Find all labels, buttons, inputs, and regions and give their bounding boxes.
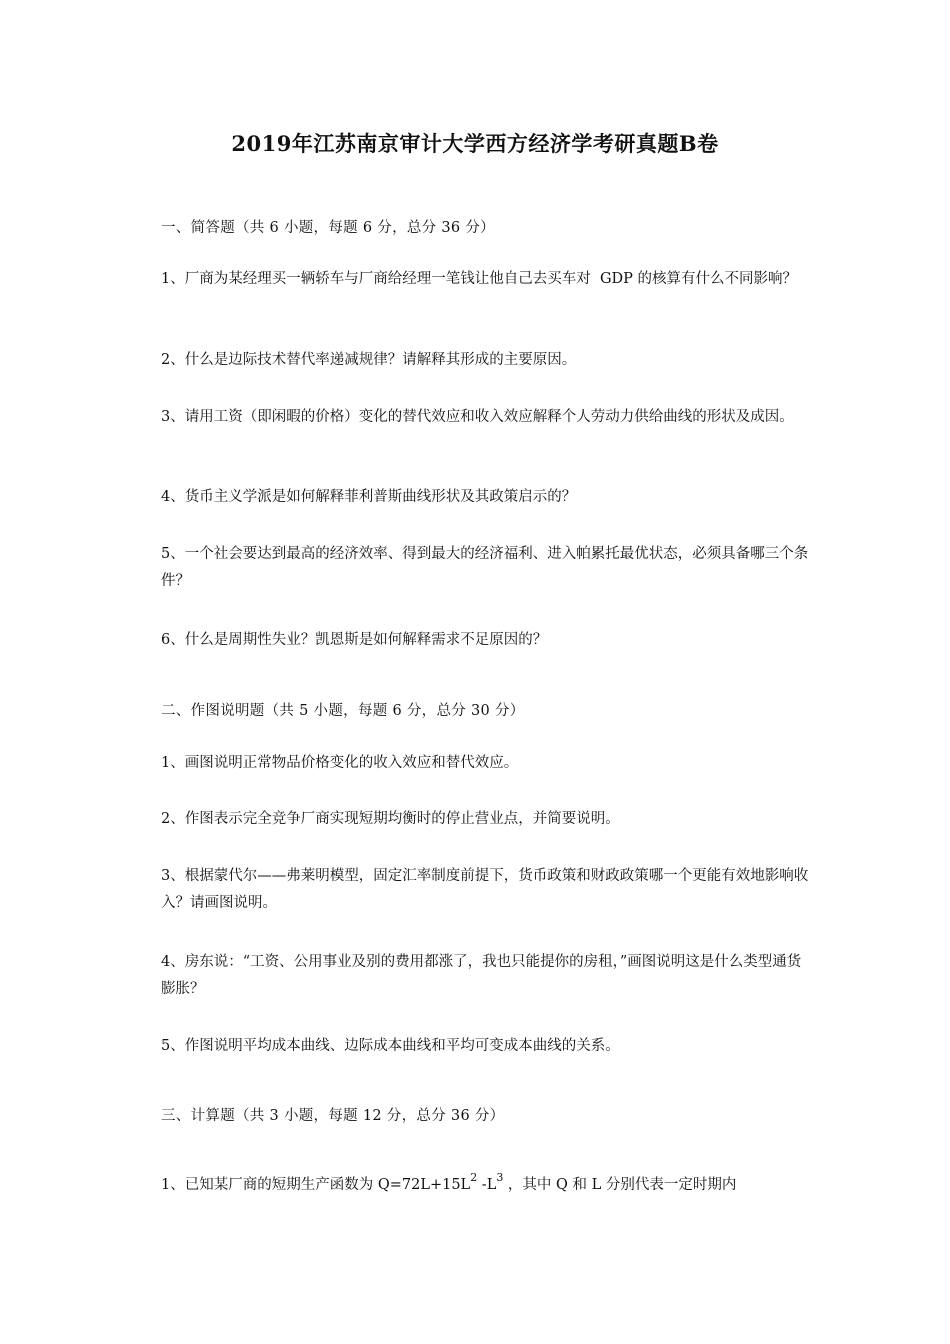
section-2-question-1: 1、画图说明正常物品价格变化的收入效应和替代效应。 xyxy=(161,755,519,771)
section-3-question-1-text-c: ，其中 Q 和 L 分别代表一定时期内 xyxy=(503,1177,737,1193)
section-1-question-4: 4、货币主义学派是如何解释菲利普斯曲线形状及其政策启示的？ xyxy=(161,489,577,505)
section-2-question-5: 5、作图说明平均成本曲线、边际成本曲线和平均可变成本曲线的关系。 xyxy=(161,1038,620,1054)
section-2-question-2: 2、作图表示完全竞争厂商实现短期均衡时的停止营业点，并简要说明。 xyxy=(161,811,620,827)
section-1-question-1: 1、厂商为某经理买一辆轿车与厂商给经理一笔钱让他自己去买车对 GDP 的核算有什么不同影响？ xyxy=(161,271,798,287)
section-3-question-1-text-a: 1、已知某厂商的短期生产函数为 Q=72L+15L xyxy=(161,1177,471,1193)
section-2-heading: 二、作图说明题（共 5 小题，每题 6 分，总分 30 分） xyxy=(161,703,525,719)
section-3-question-1 xyxy=(161,1172,811,1199)
section-3-heading: 三、计算题（共 3 小题，每题 12 分，总分 36 分） xyxy=(161,1108,505,1124)
section-1-question-5: 5、一个社会要达到最高的经济效率、得到最大的经济福利、进入帕累托最优状态，必须具备哪三个条件？ xyxy=(161,546,809,589)
section-3-question-1-text-b: -L xyxy=(477,1177,497,1193)
exponent-2: 2 xyxy=(470,1171,478,1185)
section-2-question-3: 3、根据蒙代尔——弗莱明模型，固定汇率制度前提下，货币政策和财政政策哪一个更能有效地影响收入？请画图说明。 xyxy=(161,868,809,911)
section-1-heading: 一、简答题（共 6 小题，每题 6 分，总分 36 分） xyxy=(161,220,495,236)
section-2-question-4: 4、房东说：“工资、公用事业及别的费用都涨了，我也只能提你的房租，”画图说明这是什么类型通货膨胀？ xyxy=(161,954,802,997)
section-1-question-2: 2、什么是边际技术替代率递减规律？请解释其形成的主要原因。 xyxy=(161,352,577,368)
exponent-3: 3 xyxy=(496,1171,504,1185)
section-1-question-3: 3、请用工资（即闲暇的价格）变化的替代效应和收入效应解释个人劳动力供给曲线的形状及成因。 xyxy=(161,409,794,425)
document-title: 2019年江苏南京审计大学西方经济学考研真题B卷 xyxy=(231,131,719,156)
section-1-question-6: 6、什么是周期性失业？凯恩斯是如何解释需求不足原因的？ xyxy=(161,632,548,648)
